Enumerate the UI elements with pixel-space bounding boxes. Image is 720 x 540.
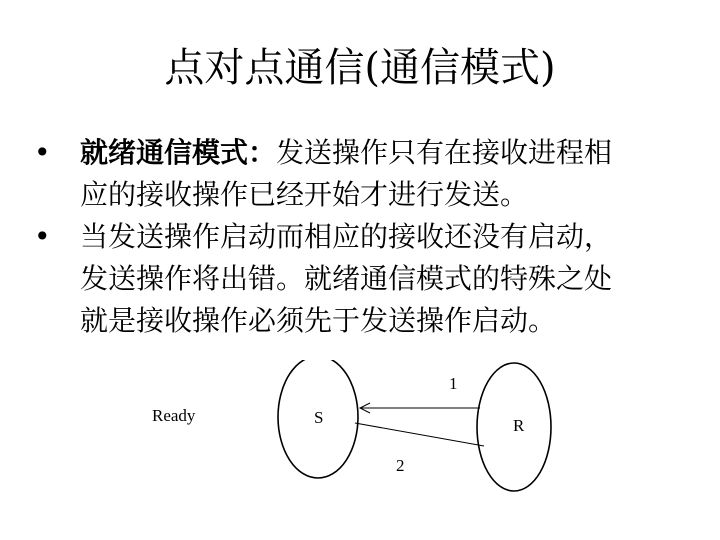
bullet-term: 就绪通信模式： — [80, 136, 277, 169]
ready-mode-diagram — [0, 360, 720, 540]
arrow-2-line — [355, 423, 484, 446]
bullet-dot-icon: • — [34, 136, 51, 169]
slide-title: 点对点通信(通信模式) — [164, 45, 556, 91]
bullet-item-error-case — [34, 216, 704, 342]
bullet-text-line: 发送操作将出错。就绪通信模式的特殊之处 — [80, 262, 613, 295]
receiver-label: R — [513, 416, 525, 435]
bullet-list — [34, 132, 704, 342]
arrow-1-label: 1 — [449, 374, 458, 393]
bullet-text-line: 就是接收操作必须先于发送操作启动。 — [80, 304, 557, 337]
bullet-item-ready-mode — [34, 132, 704, 216]
bullet-text-line: 当发送操作启动而相应的接收还没有启动， — [80, 220, 613, 253]
bullet-text-line: 发送操作只有在接收进程相 — [276, 136, 613, 169]
bullet-dot-icon: • — [34, 220, 51, 253]
ready-label: Ready — [152, 406, 196, 425]
arrow-2-label: 2 — [396, 456, 405, 475]
sender-label: S — [314, 408, 324, 427]
bullet-text-line: 应的接收操作已经开始才进行发送。 — [80, 178, 529, 211]
